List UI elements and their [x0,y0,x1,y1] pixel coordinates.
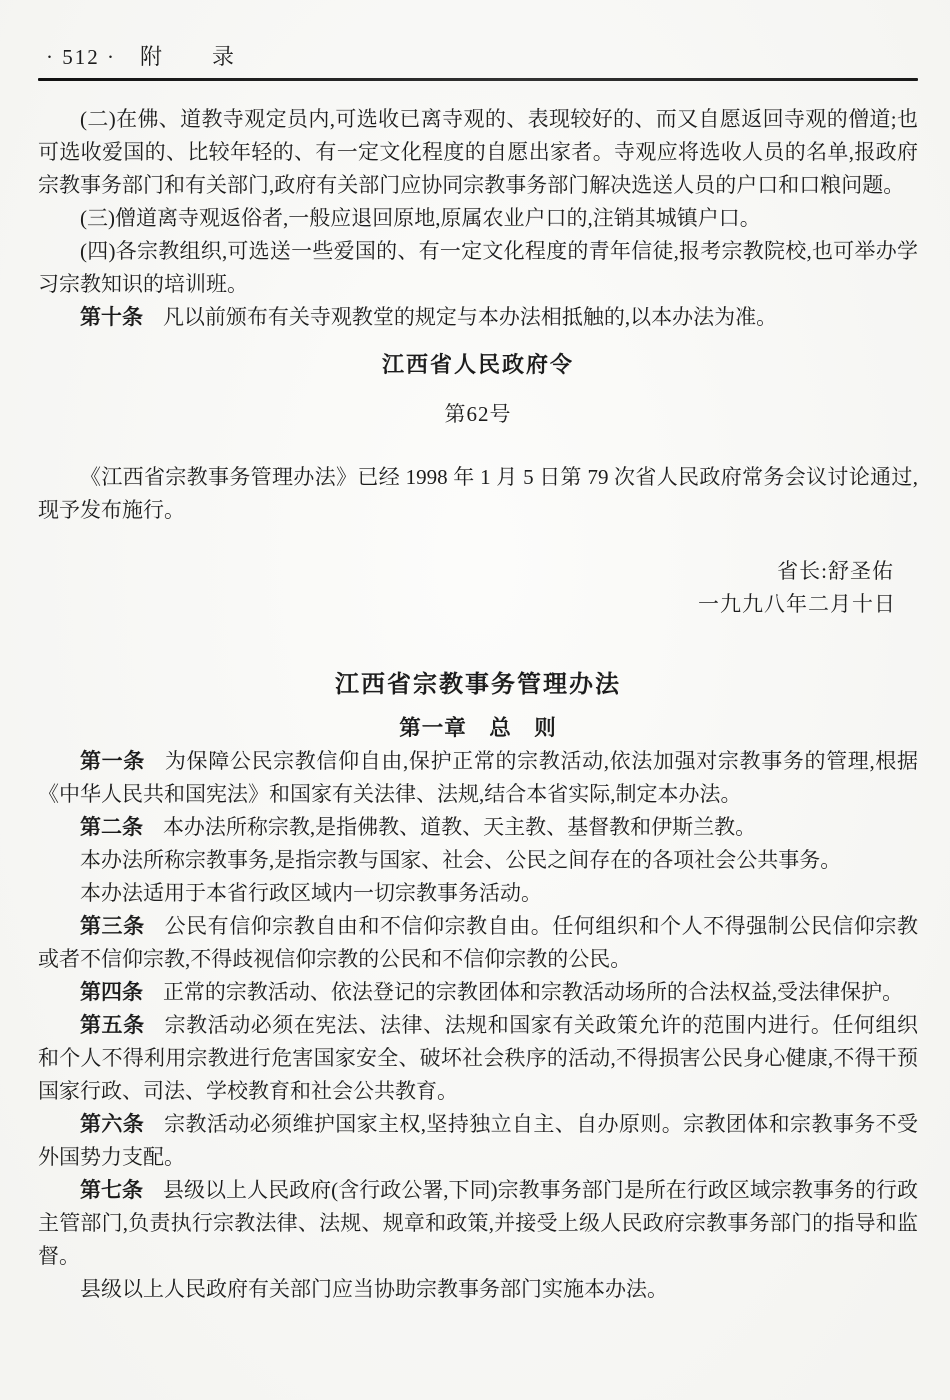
law-title [38,668,918,701]
text-run: (二)在佛、道教寺观定员内,可选收已离寺观的、表现较好的、而又自愿返回寺观的僧道;也可选收爱国的、比较年轻的、有一定文化程度的自愿出家者。寺观应将选收人员的名单,报政府宗教事务部门和有关部门,政府有关部门应协同宗教事务部门解决选送人员的户口和口粮问题。 [38,107,918,197]
article-number: 第七条 [80,1179,144,1202]
text-run: 第62号 [444,402,512,426]
para [38,1273,918,1306]
text-run: 正常的宗教活动、依法登记的宗教团体和宗教活动场所的合法权益,受法律保护。 [162,980,904,1004]
text-run: 县级以上人民政府有关部门应当协助宗教事务部门实施本办法。 [80,1277,668,1301]
article-paragraph [38,910,918,976]
para [38,235,918,301]
article-paragraph [38,1009,918,1108]
article-number: 第二条 [80,816,143,839]
para [38,877,918,910]
para [38,103,918,202]
text-run: 本办法所称宗教,是指佛教、道教、天主教、基督教和伊斯兰教。 [162,815,757,839]
article-paragraph [38,1108,918,1174]
para [38,461,918,527]
text-run: 本办法所称宗教事务,是指宗教与国家、社会、公民之间存在的各项社会公共事务。 [80,848,842,872]
article-paragraph [38,1174,918,1273]
text-run: 《江西省宗教事务管理办法》已经 1998 年 1 月 5 日第 79 次省人民政府常务会议讨论通过,现予发布施行。 [38,465,918,522]
text-run: 为保障公民宗教信仰自由,保护正常的宗教活动,依法加强对宗教事务的管理,根据《中华人民共和国宪法》和国家有关法律、法规,结合本省实际,制定本办法。 [38,749,919,806]
article-paragraph [38,811,918,844]
text-run: 宗教活动必须维护国家主权,坚持独立自主、自办原则。宗教团体和宗教事务不受外国势力支配。 [38,1112,918,1169]
text-run: 宗教活动必须在宪法、法律、法规和国家有关政策允许的范围内进行。任何组织和个人不得利用宗教进行危害国家安全、破坏社会秩序的活动,不得损害公民身心健康,不得干预国家行政、司法、学校教育和社会公共教育。 [38,1013,919,1103]
header-rule [38,78,918,81]
text-run: 县级以上人民政府(含行政公署,下同)宗教事务部门是所在行政区域宗教事务的行政主管部门,负责执行宗教法律、法规、规章和政策,并接受上级人民政府宗教事务部门的指导和监督。 [38,1178,918,1268]
decree-number [38,398,918,431]
article-number: 第一条 [80,750,145,773]
text-run: 本办法适用于本省行政区域内一切宗教事务活动。 [80,881,542,905]
para [38,202,918,235]
article-paragraph [38,976,918,1009]
text-run: 一九九八年二月十日 [698,592,896,616]
text-run: (三)僧道离寺观返俗者,一般应退回原地,原属农业户口的,注销其城镇户口。 [80,206,761,230]
text-run: 凡以前颁布有关寺观教堂的规定与本办法相抵触的,以本办法为准。 [162,305,778,329]
text-run: 公民有信仰宗教自由和不信仰宗教自由。任何组织和个人不得强制公民信仰宗教或者不信仰宗教,不得歧视信仰宗教的公民和不信仰宗教的公民。 [38,914,919,971]
section-title: 附 录 [140,44,249,69]
article-number: 第十条 [80,306,143,329]
running-head [38,40,918,71]
chapter-heading [38,712,918,745]
article-number: 第六条 [80,1113,145,1136]
sign-date [38,588,918,621]
text-run: (四)各宗教组织,可选送一些爱国的、有一定文化程度的青年信徒,报考宗教院校,也可举办学习宗教知识的培训班。 [38,239,918,296]
article-paragraph [38,301,918,334]
article-number: 第四条 [80,981,143,1004]
article-number: 第五条 [80,1014,145,1037]
text-run: 江西省宗教事务管理办法 [335,671,621,698]
article-paragraph [38,745,918,811]
decree-heading [38,348,918,381]
text-run: 省长:舒圣佑 [777,559,894,583]
text-run: 江西省人民政府令 [381,352,574,377]
article-number: 第三条 [80,915,145,938]
page-number: · 512 · [46,45,116,69]
document-body [38,103,918,1306]
text-run: 第一章 总 则 [399,716,557,740]
para [38,844,918,877]
signature [38,555,918,588]
